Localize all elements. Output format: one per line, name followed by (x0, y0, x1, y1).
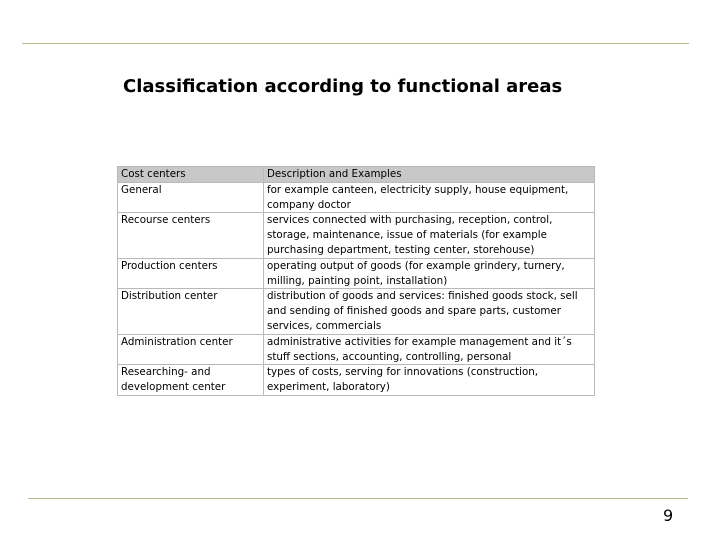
cost-center-description: services connected with purchasing, reception, control, storage, maintenance, issue of materials (for example purchasing department, testing center, storehouse) (264, 213, 595, 258)
table-row (118, 182, 595, 213)
cost-center-name: Recourse centers (118, 213, 264, 258)
cost-center-description: distribution of goods and services: finished goods stock, sell and sending of finished goods and spare parts, customer services, commercials (264, 289, 595, 334)
cost-center-description: operating output of goods (for example grindery, turnery, milling, painting point, installation) (264, 258, 595, 289)
cost-center-name: Production centers (118, 258, 264, 289)
table-row (118, 365, 595, 396)
table-row (118, 289, 595, 334)
cost-center-description: types of costs, serving for innovations (construction, experiment, laboratory) (264, 365, 595, 396)
bottom-divider (28, 498, 688, 499)
table-row (118, 334, 595, 365)
cost-center-name: Administration center (118, 334, 264, 365)
page-number: 9 (663, 506, 674, 525)
cost-center-name: General (118, 182, 264, 213)
header-description: Description and Examples (264, 167, 595, 183)
table-row (118, 213, 595, 258)
cost-centers-table (117, 166, 595, 396)
slide-title: Classification according to functional areas (123, 76, 563, 97)
top-divider (22, 43, 689, 44)
table-row (118, 258, 595, 289)
cost-center-description: administrative activities for example management and it´s stuff sections, accounting, controlling, personal (264, 334, 595, 365)
table-header-row (118, 167, 595, 183)
cost-center-name: Distribution center (118, 289, 264, 334)
header-cost-centers: Cost centers (118, 167, 264, 183)
cost-center-description: for example canteen, electricity supply, house equipment, company doctor (264, 182, 595, 213)
cost-center-name: Researching- and development center (118, 365, 264, 396)
